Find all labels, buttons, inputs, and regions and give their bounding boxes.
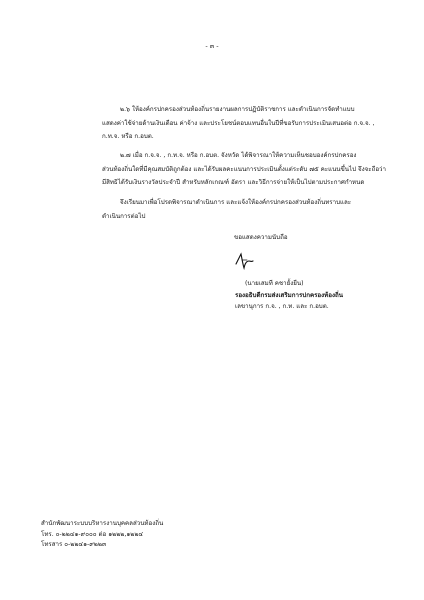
signer-role: เลขานุการ ก.จ. , ก.ท. และ ก.อบต.	[235, 303, 329, 310]
footer-contact	[41, 519, 163, 551]
paragraph-2-6	[104, 103, 375, 144]
signer-title: รองอธิบดีกรมส่งเสริมการปกครองท้องถิ่น	[235, 291, 343, 299]
paragraph-line: ดำเนินการต่อไป	[102, 212, 146, 220]
paragraph-line: ส่วนท้องถิ่นใดที่มีคุณสมบัติถูกต้อง และได้รับผลคะแนนการประเมินตั้งแต่ระดับ ๗๕ คะแนนขึ้นไป จึงจะถือว่า	[102, 165, 387, 173]
paragraph-line: ๒.๗ เมื่อ ก.จ.จ. , ก.ท.จ. หรือ ก.อบต. จังหวัด ได้พิจารณาให้ความเห็นชอบองค์กรปกครอง	[120, 152, 357, 159]
page-number: - ๓ -	[205, 42, 219, 50]
footer-phone: โทร. ๐-๒๒๔๑-๙๐๐๐ ต่อ ๑๒๒๒,๑๒๒๔	[41, 530, 144, 538]
signer-name: (นายเสมที คชายั้งยืน)	[245, 280, 304, 287]
paragraph-request	[104, 196, 351, 223]
paragraph-line: มีสิทธิได้รับเงินรางวัลประจำปี สำหรับหลักเกณฑ์ อัตรา และวิธีการจ่ายให้เป็นไปตามประกาศกำหนด	[102, 179, 365, 186]
closing-phrase: ขอแสดงความนับถือ	[234, 234, 288, 241]
footer-office: สำนักพัฒนาระบบบริหารงานบุคคลส่วนท้องถิ่น	[41, 520, 164, 527]
paragraph-line: จึงเรียนมาเพื่อโปรดพิจารณาดำเนินการ และแจ้งให้องค์กรปกครองส่วนท้องถิ่นทราบและ	[120, 199, 352, 206]
signature-image	[233, 250, 255, 272]
paragraph-line: ๒.๖ ให้องค์กรปกครองส่วนท้องถิ่นรายงานผลการปฏิบัติราชการ และดำเนินการจัดทำแบบ	[120, 106, 355, 113]
paragraph-line: ก.ท.จ. หรือ ก.อบต.	[102, 133, 154, 140]
paragraph-2-7	[104, 149, 386, 190]
paragraph-line: แสดงค่าใช้จ่ายด้านเงินเดือน ค่าจ้าง และประโยชน์ตอบแทนอื่นในปีที่ขอรับการประเมินเสนอต่อ ก.จ.จ. ,	[102, 119, 375, 127]
footer-fax: โทรสาร ๐-๒๒๔๑-๙๒๒๓	[41, 541, 107, 548]
signer-block	[235, 278, 343, 313]
